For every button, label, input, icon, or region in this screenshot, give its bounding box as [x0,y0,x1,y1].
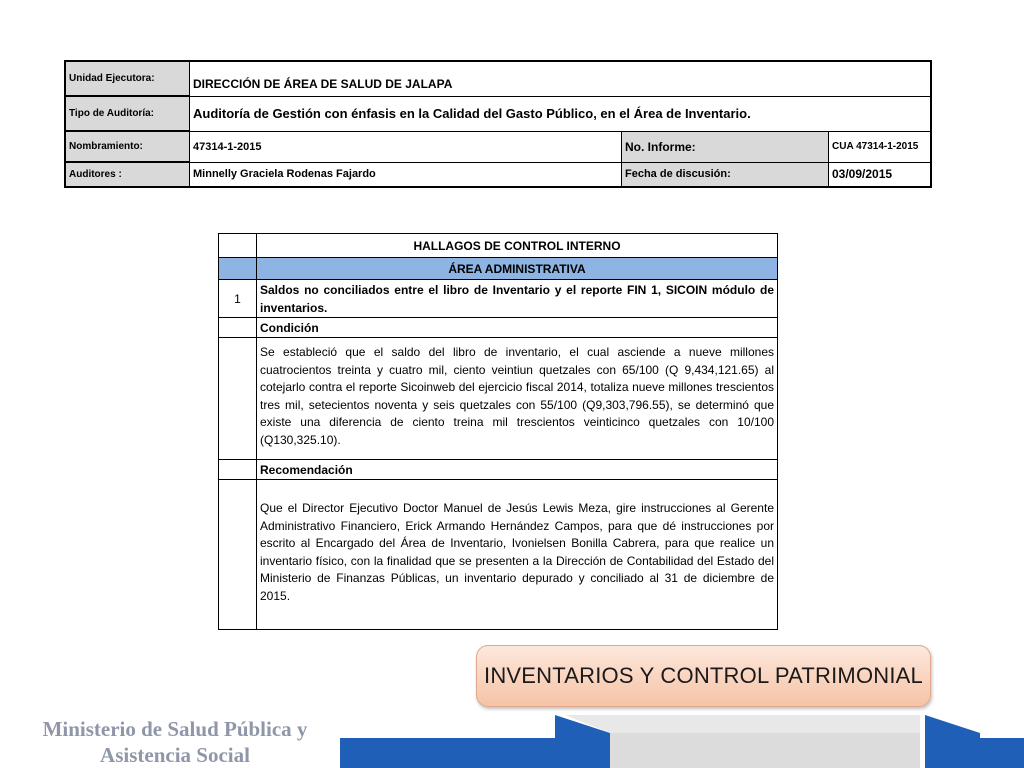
blank-cell [219,234,257,258]
findings-title: HALLAGOS DE CONTROL INTERNO [257,234,778,258]
unidad-value: DIRECCIÓN DE ÁREA DE SALUD DE JALAPA [190,61,932,96]
finding-title: Saldos no conciliados entre el libro de Inventario y el reporte FIN 1, SICOIN módulo de inventarios. [257,280,778,318]
finding-number: 1 [219,280,257,318]
informe-label: No. Informe: [622,131,829,162]
blank-cell [219,338,257,460]
condition-label: Condición [257,318,778,338]
recommendation-text: Que el Director Ejecutivo Doctor Manuel de Jesús Lewis Meza, gire instrucciones al Gerente Administrativo Financiero, Erick Armando Hernández Campos, para que dé instrucciones por escrito al Encargado del Área de Inventario, Ivonielsen Bonilla Cabrera, para que realice un inventario físico, con la finalidad que se presenten a la Dirección de Contabilidad del Estado del Ministerio de Finanzas Públicas, un inventario depurado y conciliado al 31 de diciembre de 2015. [257,480,778,630]
informe-value: CUA 47314-1-2015 [829,131,932,162]
footer-band [340,715,1024,768]
blank-cell [219,460,257,480]
area-title: ÁREA ADMINISTRATIVA [257,258,778,280]
nombramiento-value: 47314-1-2015 [190,131,622,162]
condition-text: Se estableció que el saldo del libro de inventario, el cual asciende a nueve millones cuatrocientos treinta y cuatro mil, ciento veintiun quetzales con 65/100 (Q 9,434,121.65) al cotejarlo contra el reporte Sicoinweb del ejercicio fiscal 2014, totaliza nueve millones trescientos tres mil, setecientos noventa y seis quetzales con 55/100 (Q9,303,796.55), se determinó que existe una diferencia de ciento treina mil trescientos veinticinco quetzales con 10/100 (Q130,325.10). [257,338,778,460]
recommendation-label: Recomendación [257,460,778,480]
findings-table [218,233,778,630]
ministry-name: Ministerio de Salud Pública y Asistencia Social [42,717,308,767]
audit-info-table [64,60,932,188]
tipo-value: Auditoría de Gestión con énfasis en la Calidad del Gasto Público, en el Área de Inventario. [190,96,932,131]
nombramiento-label: Nombramiento: [65,131,190,162]
fecha-label: Fecha de discusión: [622,162,829,187]
fecha-value: 03/09/2015 [829,162,932,187]
blank-cell [219,480,257,630]
tipo-label: Tipo de Auditoría: [65,96,190,131]
auditores-value: Minnelly Graciela Rodenas Fajardo [190,162,622,187]
auditores-label: Auditores : [65,162,190,187]
unidad-label: Unidad Ejecutora: [65,61,190,96]
blank-cell [219,318,257,338]
section-badge: INVENTARIOS Y CONTROL PATRIMONIAL [476,645,931,707]
blank-cell [219,258,257,280]
